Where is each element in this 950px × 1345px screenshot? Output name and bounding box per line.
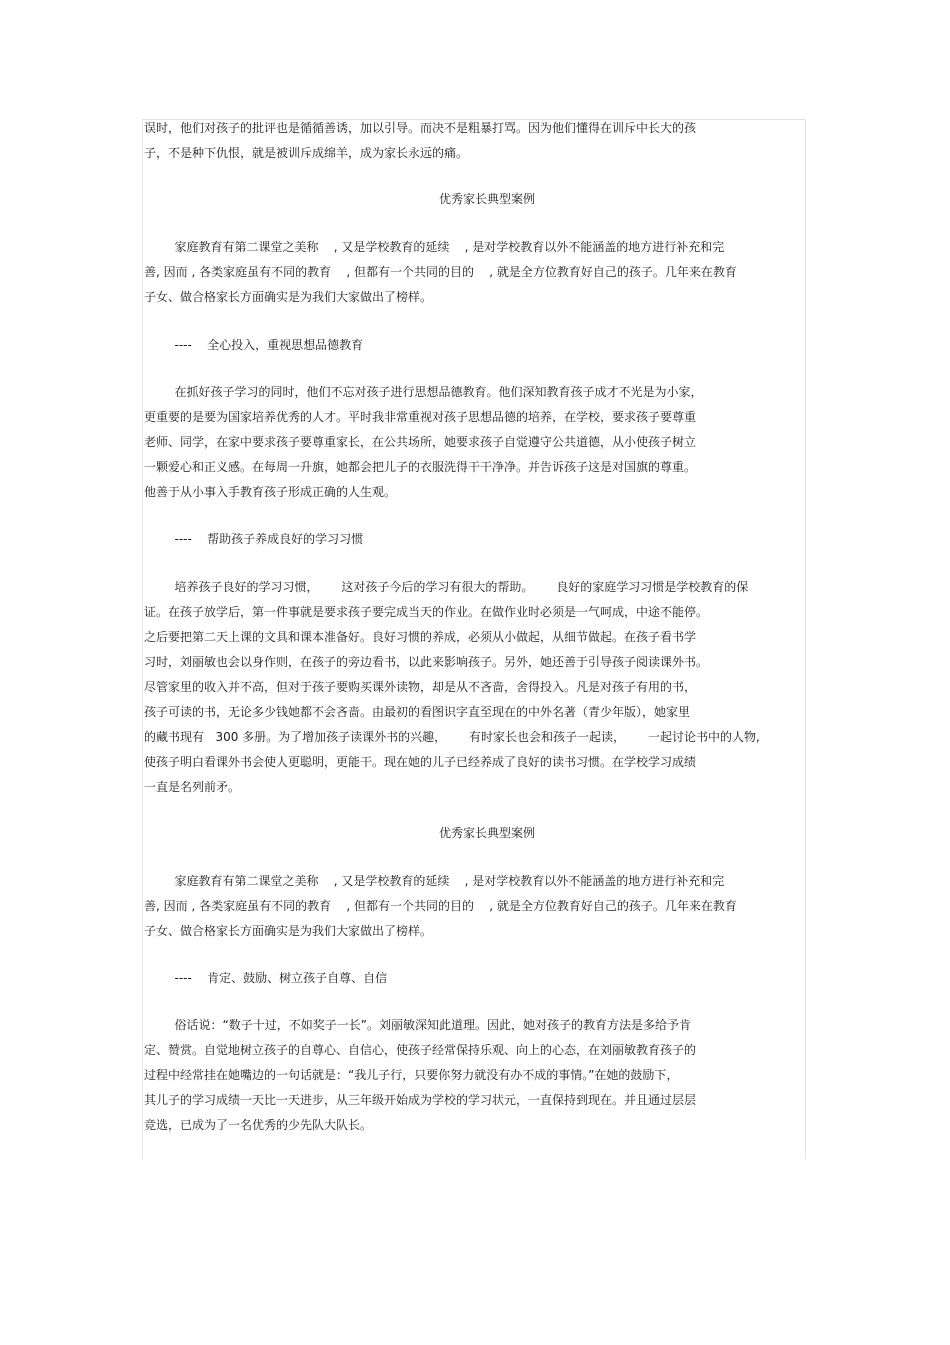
paragraph-line: 使孩子明白看课外书会使人更聪明，更能干。现在她的儿子已经养成了良好的读书习惯。在学校学习成绩 [144, 755, 697, 769]
section-title: 优秀家长典型案例 [438, 826, 535, 840]
section-intro-line: 子女、做合格家长方面确实是为我们大家做出了榜样。 [144, 290, 433, 304]
section-title: 优秀家长典型案例 [438, 192, 535, 206]
paragraph-line: 一直是名列前矛。 [144, 780, 241, 794]
section-intro-line: 家庭教育有第二课堂之美称 , 又是学校教育的延续 , 是对学校教育以外不能涵盖的地方进行补充和完 [144, 240, 725, 254]
section-intro-line: 善, 因而 , 各类家庭虽有不同的教育 , 但都有一个共同的目的 , 就是全方位教育好自己的孩子。几年来在教育 [144, 265, 737, 279]
paragraph-line: 的藏书现有 300 多册。为了增加孩子读课外书的兴趣， 有时家长也会和孩子一起读， 一起讨论书中的人物, [144, 730, 760, 744]
paragraph-line: 老师、同学，在家中要求孩子要尊重家长，在公共场所，她要求孩子自觉遵守公共道德，从小使孩子树立 [144, 435, 697, 449]
paragraph-line: 一颗爱心和正义感。在每周一升旗，她都会把儿子的衣服洗得干干净净。并告诉孩子这是对国旗的尊重。 [144, 460, 697, 474]
paragraph-line: 过程中经常挂在她嘴边的一句话就是：“我儿子行，只要你努力就没有办不成的事情。”在她的鼓励下， [144, 1068, 679, 1082]
paragraph-line: 更重要的是要为国家培养优秀的人才。平时我非常重视对孩子思想品德的培养，在学校，要求孩子要尊重 [144, 410, 697, 424]
subheading: ---- 帮助孩子养成良好的学习习惯 [144, 532, 364, 546]
paragraph-line: 俗话说：“数子十过，不如奖子一长”。刘丽敏深知此道理。因此，她对孩子的教育方法是多给予肯 [144, 1018, 691, 1032]
intro-line: 子，不是种下仇恨，就是被训斥成绵羊，成为家长永远的痛。 [144, 146, 469, 160]
subheading: ---- 全心投入，重视思想品德教育 [144, 338, 364, 352]
paragraph-line: 孩子可读的书，无论多少钱她都不会吝啬。由最初的看图识字直至现在的中外名著（青少年版），她家里 [144, 705, 691, 719]
paragraph-line: 他善于从小事入手教育孩子形成正确的人生观。 [144, 485, 397, 499]
paragraph-line: 证。在孩子放学后，第一件事就是要求孩子要完成当天的作业。在做作业时必须是一气呵成，中途不能停。 [144, 605, 709, 619]
section-intro-line: 家庭教育有第二课堂之美称 , 又是学校教育的延续 , 是对学校教育以外不能涵盖的地方进行补充和完 [144, 874, 725, 888]
paragraph-line: 在抓好孩子学习的同时，他们不忘对孩子进行思想品德教育。他们深知教育孩子成才不光是为小家， [144, 385, 703, 399]
section-intro-line: 子女、做合格家长方面确实是为我们大家做出了榜样。 [144, 924, 433, 938]
subheading: ---- 肯定、鼓励、树立孩子自尊、自信 [144, 971, 388, 985]
paragraph-line: 之后要把第二天上课的文具和课本准备好。良好习惯的养成，必须从小做起，从细节做起。在孩子看书学 [144, 630, 697, 644]
paragraph-line: 尽管家里的收入并不高，但对于孩子要购买课外读物，却是从不吝啬，舍得投入。凡是对孩子有用的书， [144, 680, 697, 694]
paragraph-line: 其儿子的学习成绩一天比一天进步，从三年级开始成为学校的学习状元，一直保持到现在。并且通过层层 [144, 1093, 697, 1107]
intro-line: 误时，他们对孩子的批评也是循循善诱，加以引导。而决不是粗暴打骂。因为他们懂得在训斥中长大的孩 [144, 121, 697, 135]
paragraph-line: 竞选，已成为了一名优秀的少先队大队长。 [144, 1118, 373, 1132]
paragraph-line: 定、赞赏。自觉地树立孩子的自尊心、自信心，使孩子经常保持乐观、向上的心态，在刘丽敏教育孩子的 [144, 1043, 697, 1057]
paragraph-line: 习时，刘丽敏也会以身作则，在孩子的旁边看书，以此来影响孩子。另外，她还善于引导孩子阅读课外书。 [144, 655, 709, 669]
section-intro-line: 善, 因而 , 各类家庭虽有不同的教育 , 但都有一个共同的目的 , 就是全方位教育好自己的孩子。几年来在教育 [144, 899, 737, 913]
paragraph-line: 培养孩子良好的学习习惯， 这对孩子今后的学习有很大的帮助。 良好的家庭学习习惯是学校教育的保 [144, 580, 749, 594]
